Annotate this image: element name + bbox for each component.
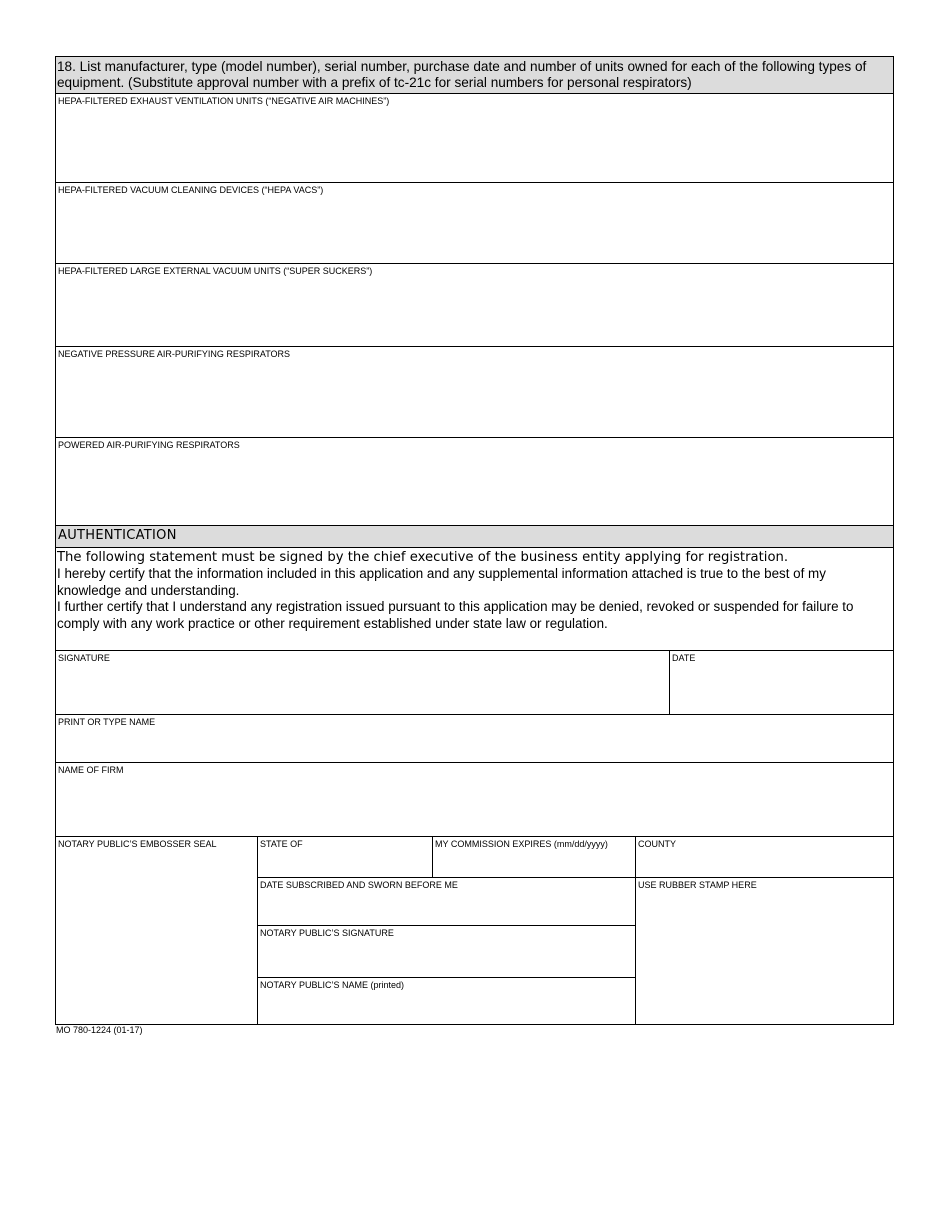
statement-lead: The following statement must be signed by the chief executive of the business entity applying for registration. <box>57 550 789 565</box>
statement-certify-1: I hereby certify that the information included in this application and any supplemental information attached is true to the best of my knowledge and understanding. <box>57 566 826 598</box>
notary-seal-area <box>55 837 258 1025</box>
date-sworn-label: DATE SUBSCRIBED AND SWORN BEFORE ME <box>260 880 458 890</box>
notary-name-field[interactable] <box>258 978 636 1025</box>
equipment-entry-field[interactable] <box>56 361 893 437</box>
commission-expires-field[interactable] <box>433 837 636 878</box>
county-field[interactable] <box>636 837 894 878</box>
state-label: STATE OF <box>260 839 303 849</box>
question-18-header <box>55 56 894 94</box>
equipment-entry-field[interactable] <box>56 452 893 525</box>
equipment-label: HEPA-FILTERED VACUUM CLEANING DEVICES (“HEPA VACS”) <box>58 185 324 195</box>
form-id: MO 780-1224 (01-17) <box>56 1025 143 1035</box>
notary-seal-label: NOTARY PUBLIC’S EMBOSSER SEAL <box>58 839 217 849</box>
equipment-label: HEPA-FILTERED LARGE EXTERNAL VACUUM UNITS (“SUPER SUCKERS”) <box>58 266 373 276</box>
firm-name-label: NAME OF FIRM <box>58 765 124 775</box>
rubber-stamp-area <box>636 878 894 1025</box>
signature-field[interactable] <box>55 651 670 715</box>
rubber-stamp-label: USE RUBBER STAMP HERE <box>638 880 757 890</box>
state-field[interactable] <box>258 837 433 878</box>
equipment-entry-field[interactable] <box>56 197 893 263</box>
equipment-row-negative-pressure-respirators[interactable] <box>55 347 894 438</box>
equipment-row-negative-air-machines[interactable] <box>55 94 894 183</box>
date-field[interactable] <box>670 651 894 715</box>
date-sworn-field[interactable] <box>258 878 636 926</box>
equipment-label: NEGATIVE PRESSURE AIR-PURIFYING RESPIRATORS <box>58 349 291 359</box>
date-label: DATE <box>672 653 696 663</box>
equipment-entry-field[interactable] <box>56 278 893 346</box>
question-18-text: 18. List manufacturer, type (model number), serial number, purchase date and number of units owned for each of the following types of equipment. (Substitute approval number with a prefix of tc-21c for serial numbers for personal respirators) <box>57 59 867 90</box>
signature-label: SIGNATURE <box>58 653 110 663</box>
print-name-label: PRINT OR TYPE NAME <box>58 717 156 727</box>
authentication-header <box>55 526 894 548</box>
commission-expires-label: MY COMMISSION EXPIRES (mm/dd/yyyy) <box>435 839 608 849</box>
equipment-label: HEPA-FILTERED EXHAUST VENTILATION UNITS (“NEGATIVE AIR MACHINES”) <box>58 96 390 106</box>
equipment-entry-field[interactable] <box>56 108 893 182</box>
notary-signature-field[interactable] <box>258 926 636 978</box>
statement-certify-2: I further certify that I understand any registration issued pursuant to this application may be denied, revoked or suspended for failure to comply with any work practice or other requirement established under state law or regulation. <box>57 599 854 631</box>
authentication-title: AUTHENTICATION <box>58 528 177 543</box>
print-name-field[interactable] <box>55 715 894 763</box>
notary-signature-label: NOTARY PUBLIC’S SIGNATURE <box>260 928 394 938</box>
notary-name-label: NOTARY PUBLIC’S NAME (printed) <box>260 980 405 990</box>
certification-statement <box>55 548 894 651</box>
equipment-label: POWERED AIR-PURIFYING RESPIRATORS <box>58 440 240 450</box>
firm-name-field[interactable] <box>55 763 894 837</box>
county-label: COUNTY <box>638 839 676 849</box>
equipment-row-hepa-vacs[interactable] <box>55 183 894 264</box>
equipment-row-super-suckers[interactable] <box>55 264 894 347</box>
equipment-row-powered-respirators[interactable] <box>55 438 894 526</box>
